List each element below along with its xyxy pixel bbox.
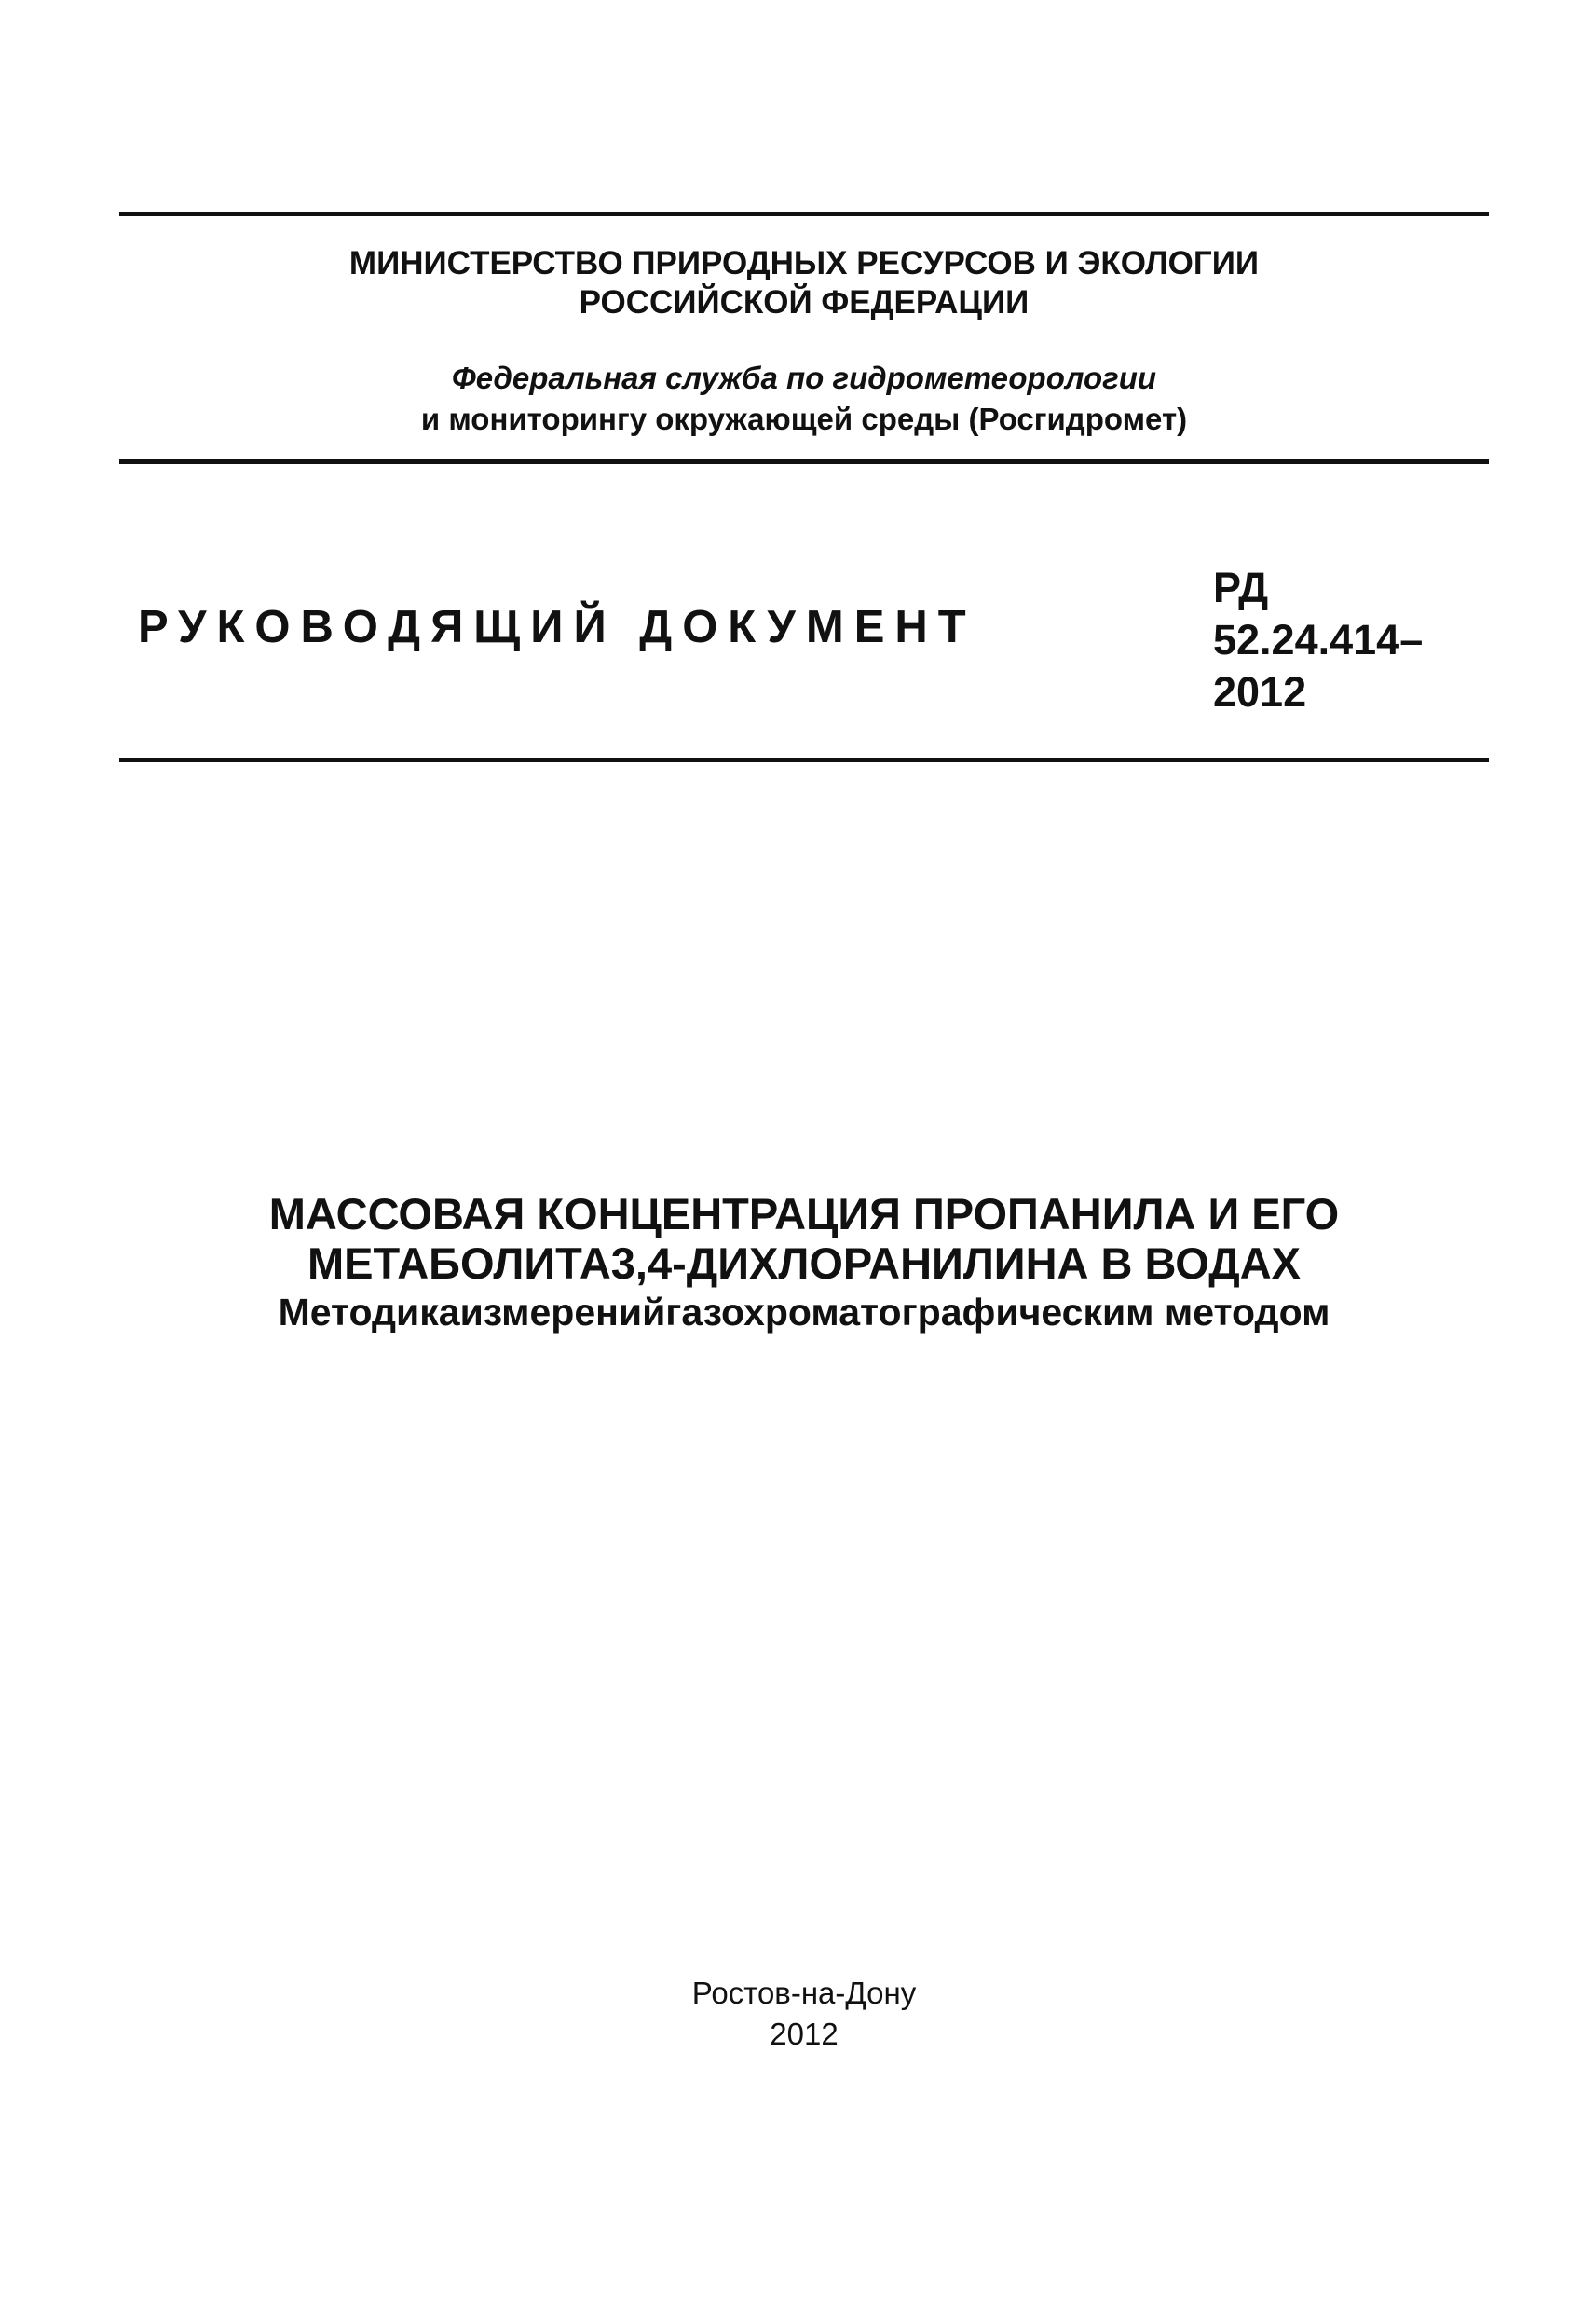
imprint [119,1973,1489,2055]
document-number [1213,562,1423,718]
document-kind: РУКОВОДЯЩИЙ ДОКУМЕНТ [138,602,976,652]
service-line-2: и мониторингу окружающей среды (Росгидромет) [420,402,1188,436]
title-line-2: МЕТАБОЛИТА3,4-ДИХЛОРАНИЛИНА В ВОДАХ [307,1238,1301,1288]
top-rule [119,212,1489,216]
service-line-1: Федеральная служба по гидрометеорологии [451,361,1157,395]
document-title [119,1189,1489,1336]
ministry-name [119,244,1489,322]
ministry-line-2: РОССИЙСКОЙ ФЕДЕРАЦИИ [579,284,1030,321]
document-number-year: 2012 [1213,668,1307,716]
document-number-code: 52.24.414– [1213,616,1424,664]
ministry-line-1: МИНИСТЕРСТВО ПРИРОДНЫХ РЕСУРСОВ И ЭКОЛОГИИ [348,245,1260,281]
document-number-prefix: РД [1213,564,1269,611]
document-divider [119,758,1489,762]
title-subtitle: Методикаизмеренийгазохроматографическим методом [278,1291,1330,1334]
imprint-year: 2012 [770,2017,839,2051]
title-line-1: МАССОВАЯ КОНЦЕНТРАЦИЯ ПРОПАНИЛА И ЕГО [268,1189,1340,1238]
service-name [119,358,1489,440]
imprint-city: Ростов-на-Дону [691,1976,917,2010]
header-divider [119,459,1489,464]
